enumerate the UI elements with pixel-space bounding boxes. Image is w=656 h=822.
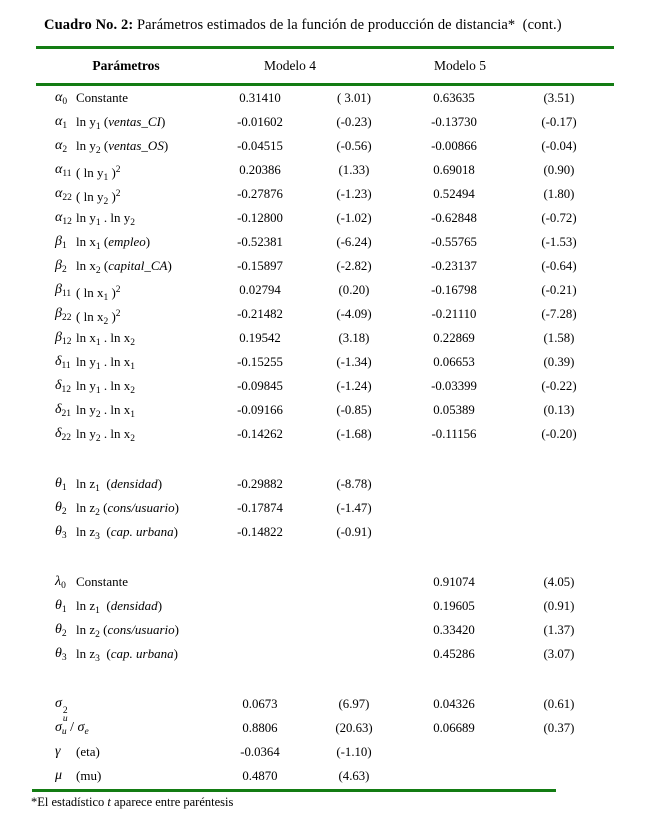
- param-description: $\ln z_1$ (densidad): [76, 476, 163, 494]
- table-row: [36, 716, 614, 740]
- modelo4-coefficient: 0.20386: [239, 163, 281, 177]
- param-symbol: $\theta_1$: [55, 598, 67, 615]
- table-row: [36, 520, 614, 544]
- param-description: ( $\ln y_2$ )$^2$: [76, 189, 121, 207]
- modelo5-tstat: (-0.64): [541, 259, 577, 273]
- modelo5-coefficient: -0.21110: [431, 307, 477, 321]
- param-symbol: $\delta_{11}$: [55, 354, 71, 371]
- modelo5-coefficient: 0.19605: [433, 599, 475, 613]
- modelo5-tstat: (0.39): [543, 355, 575, 369]
- modelo4-tstat: (-0.85): [336, 403, 372, 417]
- column-header-modelo4: Modelo 4: [263, 58, 317, 73]
- modelo5-coefficient: -0.00866: [431, 139, 477, 153]
- modelo5-coefficient: [404, 740, 504, 764]
- param-symbol: σ 2 u: [55, 696, 68, 724]
- param-description: $\ln z_1$ (densidad): [76, 598, 163, 616]
- param-description: ( $\ln y_1$ )$^2$: [76, 165, 121, 183]
- modelo5-tstat: (-1.53): [541, 235, 577, 249]
- param-symbol: $\delta_{21}$: [55, 402, 72, 419]
- param-symbol: $\delta_{22}$: [55, 426, 72, 443]
- param-description: $\ln y_2$ . $\ln x_2$: [76, 426, 135, 444]
- param-symbol: $\beta_{22}$: [55, 306, 72, 323]
- modelo5-coefficient: 0.45286: [433, 647, 475, 661]
- modelo4-coefficient: -0.09845: [237, 379, 283, 393]
- table-row: [36, 254, 614, 278]
- modelo4-tstat: (3.18): [338, 331, 370, 345]
- param-symbol: $\alpha_{12}$: [55, 210, 72, 227]
- modelo5-coefficient: 0.69018: [433, 163, 475, 177]
- modelo4-tstat: (-1.10): [336, 745, 372, 759]
- modelo5-coefficient: 0.04326: [433, 697, 475, 711]
- modelo4-tstat: (-1.02): [336, 211, 372, 225]
- modelo4-coefficient: 0.31410: [239, 91, 281, 105]
- param-description: $\ln x_1$ . $\ln x_2$: [76, 330, 135, 348]
- param-symbol: $\theta_3$: [55, 646, 67, 663]
- modelo5-tstat: (-0.21): [541, 283, 577, 297]
- table-row: [36, 594, 614, 618]
- table-row: [36, 642, 614, 666]
- table-row: [36, 764, 614, 788]
- param-symbol: $\theta_2$: [55, 500, 67, 517]
- param-description: $\ln y_1$ . $\ln x_1$: [76, 354, 135, 372]
- param-description: $\ln y_2$ . $\ln x_1$: [76, 402, 135, 420]
- param-description: Constante: [76, 90, 128, 105]
- modelo4-coefficient: 0.0673: [242, 697, 278, 711]
- table-row: [36, 398, 614, 422]
- modelo5-coefficient: -0.16798: [431, 283, 477, 297]
- modelo5-coefficient: -0.55765: [431, 235, 477, 249]
- param-symbol: $\beta_1$: [55, 234, 67, 251]
- modelo4-coefficient: -0.14822: [237, 525, 283, 539]
- table-row: [36, 374, 614, 398]
- table-row: [36, 692, 614, 724]
- param-description: $\ln y_1$ . $\ln y_2$: [76, 210, 135, 228]
- table-row: [36, 472, 614, 496]
- param-description: ( $\ln x_2$ )$^2$: [76, 309, 121, 327]
- modelo4-coefficient: -0.17874: [237, 501, 283, 515]
- modelo4-coefficient: 0.02794: [239, 283, 281, 297]
- param-description: $\ln z_2$ (cons/usuario): [76, 500, 179, 518]
- modelo5-coefficient: -0.23137: [431, 259, 477, 273]
- param-symbol: $\theta_2$: [55, 622, 67, 639]
- table-row: [36, 740, 614, 764]
- param-description: $\ln x_2$ (capital_CA): [76, 258, 172, 276]
- param-description: $\ln y_1$ (ventas_CI): [76, 114, 166, 132]
- modelo4-coefficient: -0.01602: [237, 115, 283, 129]
- modelo5-tstat: (1.58): [543, 331, 575, 345]
- modelo4-coefficient: -0.15897: [237, 259, 283, 273]
- param-symbol: $\theta_3$: [55, 524, 67, 541]
- modelo5-tstat: [504, 740, 614, 764]
- param-description: $\ln z_3$ (cap. urbana): [76, 524, 178, 542]
- table-row: [36, 158, 614, 182]
- modelo5-tstat: (-0.20): [541, 427, 577, 441]
- modelo4-coefficient: -0.15255: [237, 355, 283, 369]
- table-row: [36, 496, 614, 520]
- param-symbol: $\alpha_{22}$: [55, 186, 72, 203]
- param-symbol: $\lambda_0$: [55, 574, 66, 591]
- table-row: [36, 422, 614, 446]
- param-description: $\ln z_3$ (cap. urbana): [76, 646, 178, 664]
- table-row: [36, 86, 614, 110]
- modelo4-tstat: ( 3.01): [336, 91, 372, 105]
- modelo4-tstat: (-0.23): [336, 115, 372, 129]
- table-row: [36, 350, 614, 374]
- param-symbol: $\alpha_2$: [55, 138, 68, 155]
- table-row: [36, 570, 614, 594]
- modelo4-tstat: (-0.56): [336, 139, 372, 153]
- modelo4-coefficient: [216, 642, 304, 671]
- param-description: ( $\ln x_1$ )$^2$: [76, 285, 121, 303]
- modelo5-tstat: (-7.28): [541, 307, 577, 321]
- column-header-parametros: Parámetros: [92, 58, 160, 73]
- table-row: [36, 618, 614, 642]
- table-header-row: [36, 49, 614, 83]
- param-symbol: $\delta_{12}$: [55, 378, 72, 395]
- modelo5-tstat: (0.13): [543, 403, 575, 417]
- table-row: [36, 182, 614, 206]
- modelo5-tstat: (-0.72): [541, 211, 577, 225]
- modelo4-tstat: (4.63): [338, 769, 370, 783]
- modelo5-coefficient: 0.06689: [433, 721, 475, 735]
- modelo5-coefficient: [404, 520, 504, 549]
- param-symbol: $\alpha_{11}$: [55, 162, 72, 179]
- modelo5-coefficient: [404, 764, 504, 788]
- modelo5-coefficient: 0.06653: [433, 355, 475, 369]
- table-row: [36, 110, 614, 134]
- param-symbol: $\beta_2$: [55, 258, 67, 275]
- modelo5-coefficient: 0.52494: [433, 187, 475, 201]
- param-symbol: μ: [55, 768, 63, 783]
- modelo5-coefficient: -0.13730: [431, 115, 477, 129]
- modelo4-coefficient: -0.0364: [240, 745, 280, 759]
- modelo4-tstat: (-1.68): [336, 427, 372, 441]
- modelo4-tstat: [304, 642, 404, 671]
- modelo4-coefficient: -0.29882: [237, 477, 283, 491]
- param-symbol: γ: [55, 744, 61, 759]
- param-symbol: $\beta_{11}$: [55, 282, 72, 299]
- table-row: [36, 326, 614, 350]
- modelo4-coefficient: 0.8806: [242, 721, 278, 735]
- param-symbol: $\alpha_1$: [55, 114, 68, 131]
- table-row: [36, 206, 614, 230]
- modelo5-tstat: [504, 764, 614, 788]
- modelo4-coefficient: -0.09166: [237, 403, 283, 417]
- table-row: [36, 230, 614, 254]
- modelo5-coefficient: -0.11156: [431, 427, 477, 441]
- param-symbol: $\sigma_u / \sigma_e$: [55, 720, 89, 737]
- modelo4-tstat: (-1.34): [336, 355, 372, 369]
- modelo4-tstat: (0.20): [338, 283, 370, 297]
- param-description: $\ln x_1$ (empleo): [76, 234, 151, 252]
- modelo4-coefficient: -0.14262: [237, 427, 283, 441]
- param-symbol: $\alpha_0$: [55, 90, 68, 107]
- modelo5-coefficient: 0.63635: [433, 91, 475, 105]
- modelo4-coefficient: 0.19542: [239, 331, 281, 345]
- modelo5-coefficient: -0.03399: [431, 379, 477, 393]
- param-description: (mu): [76, 768, 102, 783]
- modelo5-tstat: (1.80): [543, 187, 575, 201]
- modelo4-coefficient: -0.04515: [237, 139, 283, 153]
- modelo4-tstat: (-6.24): [336, 235, 372, 249]
- modelo5-coefficient: 0.33420: [433, 623, 475, 637]
- table-title: Cuadro No. 2: Parámetros estimados de la función de producción de distancia* (cont.): [44, 17, 562, 33]
- param-description: (eta): [76, 744, 100, 759]
- table-rule-bottom: [32, 789, 556, 792]
- modelo5-coefficient: 0.05389: [433, 403, 475, 417]
- column-header-modelo5: Modelo 5: [433, 58, 487, 73]
- modelo5-tstat: [504, 520, 614, 549]
- modelo4-tstat: (6.97): [338, 697, 370, 711]
- modelo5-tstat: (0.90): [543, 163, 575, 177]
- param-description: $\ln y_2$ (ventas_OS): [76, 138, 169, 156]
- table-body: [36, 86, 656, 788]
- modelo4-tstat: (-4.09): [336, 307, 372, 321]
- table-footnote: *El estadístico t aparece entre paréntesis: [31, 795, 234, 809]
- modelo4-coefficient: -0.12800: [237, 211, 283, 225]
- modelo5-tstat: (0.91): [543, 599, 575, 613]
- modelo5-tstat: (-0.22): [541, 379, 577, 393]
- modelo4-tstat: (1.33): [338, 163, 370, 177]
- modelo4-coefficient: 0.4870: [242, 769, 278, 783]
- table-row: [36, 134, 614, 158]
- modelo5-tstat: (-0.04): [541, 139, 577, 153]
- modelo5-tstat: (3.51): [543, 91, 575, 105]
- modelo5-tstat: (-0.17): [541, 115, 577, 129]
- modelo5-coefficient: 0.91074: [433, 575, 475, 589]
- param-description: $\ln y_1$ . $\ln x_2$: [76, 378, 135, 396]
- modelo4-tstat: (-2.82): [336, 259, 372, 273]
- modelo5-tstat: (4.05): [543, 575, 575, 589]
- modelo5-tstat: (1.37): [543, 623, 575, 637]
- modelo4-tstat: (-1.47): [336, 501, 372, 515]
- param-symbol: $\theta_1$: [55, 476, 67, 493]
- table-row: [36, 278, 614, 302]
- modelo5-tstat: (3.07): [543, 647, 575, 661]
- modelo5-tstat: (0.61): [543, 697, 575, 711]
- modelo4-tstat: (-0.91): [336, 525, 372, 539]
- param-description: Constante: [76, 574, 128, 589]
- table-row: [36, 302, 614, 326]
- param-description: $\ln z_2$ (cons/usuario): [76, 622, 179, 640]
- modelo4-tstat: (-1.24): [336, 379, 372, 393]
- modelo5-tstat: (0.37): [543, 721, 575, 735]
- modelo5-coefficient: 0.22869: [433, 331, 475, 345]
- modelo4-coefficient: -0.27876: [237, 187, 283, 201]
- modelo5-coefficient: -0.62848: [431, 211, 477, 225]
- modelo4-coefficient: -0.52381: [237, 235, 283, 249]
- param-symbol: $\beta_{12}$: [55, 330, 72, 347]
- modelo4-tstat: (20.63): [335, 721, 373, 735]
- modelo4-tstat: (-8.78): [336, 477, 372, 491]
- modelo4-coefficient: -0.21482: [237, 307, 283, 321]
- modelo4-tstat: (-1.23): [336, 187, 372, 201]
